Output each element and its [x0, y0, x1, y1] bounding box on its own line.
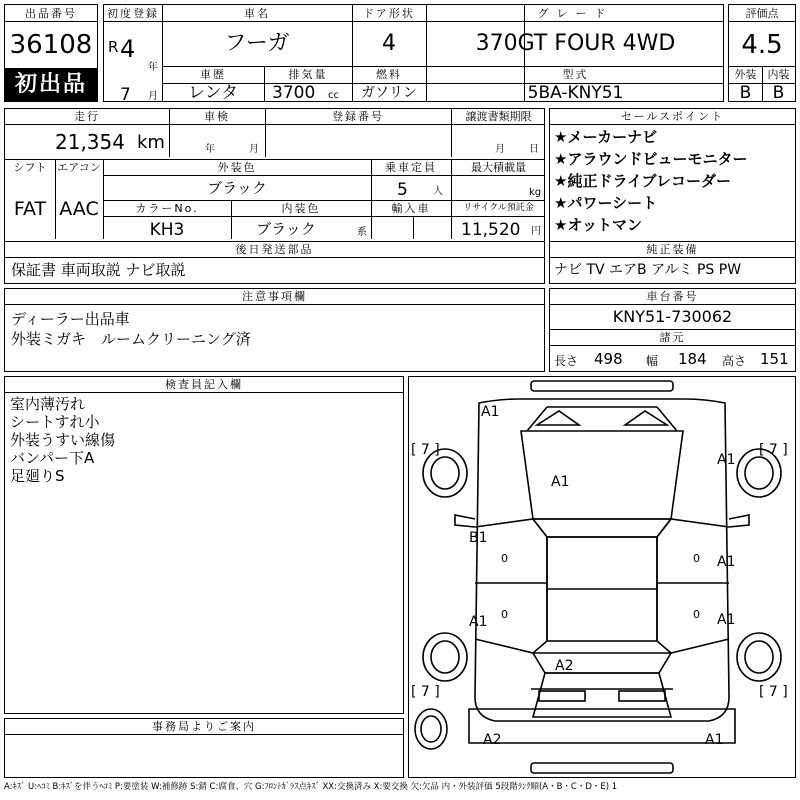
inspector-line-5: 足廻りS — [10, 467, 65, 485]
displacement-value: 3700 — [272, 83, 316, 103]
grade-label: グレード — [537, 7, 614, 20]
reg-month: 7 — [120, 85, 131, 105]
inspector-line-1: 室内薄汚れ — [10, 395, 86, 413]
later-parts-value: 保証書 車両取説 ナビ取説 — [11, 261, 186, 279]
notes-label: 注意事項欄 — [242, 290, 307, 303]
displacement-label: 排気量 — [288, 68, 328, 81]
mark-rear-right: A1 — [705, 732, 724, 748]
mark-rear-left: A2 — [483, 732, 502, 748]
inspector-line-3: 外装うすい線傷 — [10, 431, 116, 449]
car-outline-drawing — [409, 377, 795, 777]
sales-points-label: セールスポイント — [620, 110, 724, 123]
first-listing-badge — [5, 68, 97, 101]
fuel-label: 燃料 — [376, 68, 402, 81]
inspection-month-unit: 月 — [249, 144, 259, 155]
dims-label: 諸元 — [659, 331, 686, 344]
office-box — [4, 718, 404, 778]
color-no-value: KH3 — [149, 220, 185, 240]
length-label: 長さ — [554, 354, 579, 368]
tread-rear-right: [ 7 ] — [759, 684, 788, 700]
int-label: 内装 — [767, 68, 790, 81]
lot-number: 36108 — [9, 30, 93, 60]
score-value: 4.5 — [741, 30, 783, 60]
capacity-unit: 人 — [433, 186, 443, 197]
inspector-line-4: バンパー下A — [10, 449, 95, 467]
chassis-label: 車台番号 — [646, 290, 699, 303]
ac-label: エアコン — [57, 161, 101, 174]
mark-rear-door-left: A1 — [469, 614, 488, 630]
history-label: 車歴 — [200, 68, 226, 81]
door-label: ドア形状 — [363, 7, 415, 20]
score-block — [728, 4, 796, 102]
sales-point-3: ★純正ドライブレコーダー — [554, 172, 731, 190]
name-value: フーガ — [224, 31, 290, 56]
sales-point-2: ★アラウンドビューモニター — [554, 150, 748, 168]
notes-box — [4, 288, 545, 372]
mileage-label: 走行 — [74, 110, 100, 123]
middle-table — [4, 108, 545, 284]
height-label: 高さ — [722, 354, 747, 368]
import-label: 輸入車 — [391, 202, 431, 215]
interior-color-value: ブラック — [256, 220, 316, 238]
mark-front-left: A1 — [481, 404, 500, 420]
inspection-year-unit: 年 — [205, 144, 215, 155]
zero-marker-1: 0 — [501, 552, 508, 565]
recycle-unit: 円 — [531, 226, 541, 237]
zero-marker-3: 0 — [501, 608, 508, 621]
top-table — [103, 4, 724, 105]
mark-rear-door-right: A1 — [717, 612, 736, 628]
mark-front-door-right: A1 — [717, 554, 736, 570]
ext-grade: B — [739, 83, 752, 103]
chassis-box — [549, 288, 796, 372]
equipment-label: 純正装備 — [646, 243, 699, 256]
mark-front-door-left: B1 — [469, 530, 488, 546]
fuel-value: ガソリン — [361, 85, 417, 101]
zero-marker-4: 0 — [693, 608, 700, 621]
height-value: 151 — [760, 350, 789, 368]
lot-label: 出品番号 — [25, 7, 77, 20]
int-grade: B — [772, 83, 785, 103]
transfer-label: 譲渡書類期限 — [465, 110, 532, 123]
first-listing-text: 初出品 — [14, 72, 87, 97]
sales-point-1: ★メーカーナビ — [554, 128, 658, 146]
model-value: 5BA-KNY51 — [527, 83, 624, 103]
mark-hood: A1 — [551, 474, 570, 490]
inspector-label: 検査員記入欄 — [165, 378, 243, 391]
capacity-value: 5 — [397, 180, 408, 200]
zero-marker-2: 0 — [693, 552, 700, 565]
chassis-value: KNY51-730062 — [612, 307, 733, 326]
recycle-label: リサイクル預託金 — [463, 203, 534, 213]
mileage-value: 21,354 — [55, 130, 125, 154]
color-no-label: カラーNo. — [135, 202, 199, 215]
notes-line-1: ディーラー出品車 — [11, 310, 130, 328]
transfer-day-unit: 日 — [529, 144, 539, 155]
model-label: 型式 — [562, 68, 589, 81]
month-unit: 月 — [148, 91, 158, 102]
tread-front-right: [ 7 ] — [759, 442, 788, 458]
sales-point-5: ★オットマン — [554, 216, 642, 234]
tread-front-left: [ 7 ] — [411, 442, 440, 458]
load-unit: kg — [529, 187, 542, 198]
sales-point-4: ★パワーシート — [554, 194, 658, 212]
reg-era: R — [108, 38, 119, 56]
later-parts-label: 後日発送部品 — [235, 243, 314, 256]
color-value: ブラック — [207, 179, 267, 197]
mark-front-right: A1 — [717, 452, 736, 468]
length-value: 498 — [594, 350, 623, 368]
ext-label: 外装 — [734, 68, 757, 81]
door-value: 4 — [382, 31, 396, 56]
sales-points-box — [549, 108, 796, 284]
mileage-unit: km — [137, 132, 165, 153]
plate-label: 登録番号 — [332, 110, 384, 123]
width-label: 幅 — [646, 354, 659, 368]
name-label: 車名 — [244, 7, 270, 20]
inspector-line-2: シートすれ小 — [10, 413, 100, 431]
interior-color-label: 内装色 — [281, 202, 321, 215]
load-label: 最大積載量 — [471, 161, 526, 174]
transfer-month-unit: 月 — [495, 144, 505, 155]
ac-value: AAC — [59, 198, 99, 220]
recycle-value: 11,520 — [461, 220, 521, 240]
reg-label: 初度登録 — [107, 7, 159, 20]
displacement-unit: cc — [328, 90, 339, 101]
legend-text: A:ｷｽﾞ U:ﾍｺﾐ B:ｷｽﾞを伴うﾍｺﾐ P:要塗装 W:補修跡 S:錆 C:腐食、穴 G:ﾌﾛﾝﾄｶﾞﾗｽ点ｷｽﾞ XX:交換済み X:要交換 欠:欠品 内・外装評価 5段階ﾗﾝｸ順(A・B・C・D・E) 1 — [4, 782, 618, 792]
grade-value: 370GT FOUR 4WD — [475, 31, 676, 56]
inspector-box — [4, 376, 404, 714]
capacity-label: 乗車定員 — [385, 161, 437, 174]
shift-value: FAT — [13, 198, 47, 220]
year-unit: 年 — [148, 62, 158, 73]
inspection-label: 車検 — [204, 110, 230, 123]
reg-year: 4 — [120, 35, 136, 63]
mark-trunk: A2 — [555, 658, 574, 674]
tread-rear-left: [ 7 ] — [411, 684, 440, 700]
history-value: レンタ — [188, 83, 238, 103]
office-label: 事務局よりご案内 — [152, 720, 256, 733]
shift-label: シフト — [13, 161, 47, 174]
lot-block — [4, 4, 98, 102]
interior-color-suffix: 系 — [357, 227, 367, 238]
score-label: 評価点 — [745, 7, 779, 20]
notes-line-2: 外装ミガキ ルームクリーニング済 — [11, 330, 251, 348]
equipment-value: ナビ TV エアB アルミ PS PW — [554, 262, 742, 278]
width-value: 184 — [678, 350, 707, 368]
car-diagram — [408, 376, 796, 778]
color-label: 外装色 — [217, 161, 257, 174]
